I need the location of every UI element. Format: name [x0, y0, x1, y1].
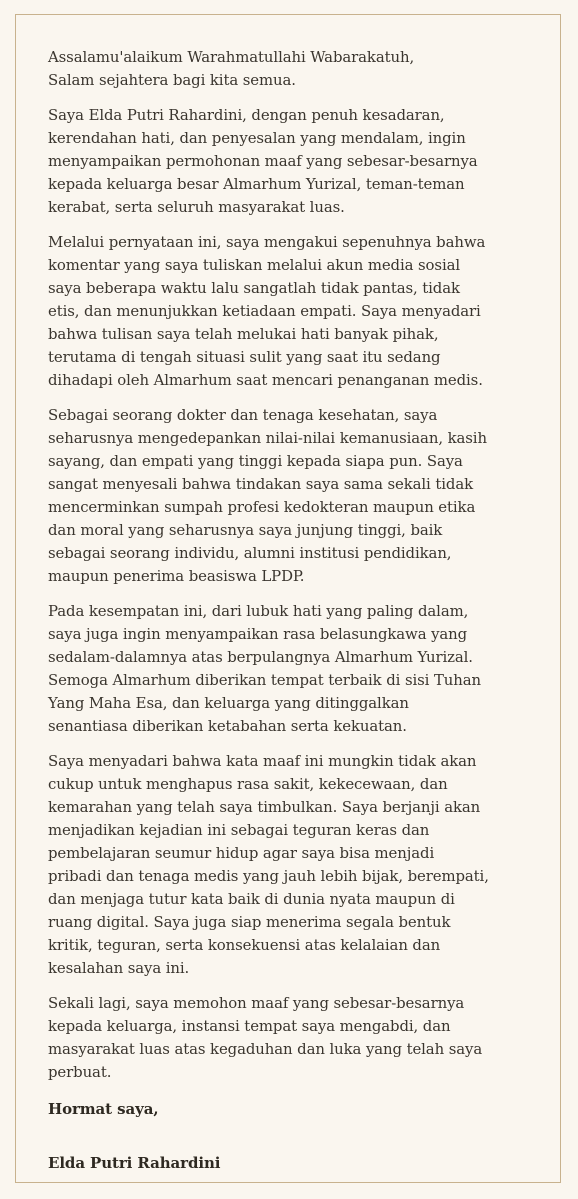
text-line: pembelajaran seumur hidup agar saya bisa menjadi: [48, 844, 435, 862]
text-line: kepada keluarga besar Almarhum Yurizal, teman-teman: [48, 175, 465, 193]
text-line: Sebagai seorang dokter dan tenaga kesehatan, saya: [48, 406, 438, 424]
text-line: Saya Elda Putri Rahardini, dengan penuh kesadaran,: [48, 106, 445, 124]
text-line: cukup untuk menghapus rasa sakit, kekecewaan, dan: [48, 775, 448, 793]
text-line: kesalahan saya ini.: [48, 959, 190, 977]
text-line: kerendahan hati, dan penyesalan yang mendalam, ingin: [48, 129, 466, 147]
text-line: Saya menyadari bahwa kata maaf ini mungkin tidak akan: [48, 752, 477, 770]
text-line: kerabat, serta seluruh masyarakat luas.: [48, 198, 345, 216]
text-line: Melalui pernyataan ini, saya mengakui sepenuhnya bahwa: [48, 233, 486, 251]
text-line: etis, dan menunjukkan ketiadaan empati. Saya menyadari: [48, 302, 481, 320]
text-line: kepada keluarga, instansi tempat saya mengabdi, dan: [48, 1017, 451, 1035]
signer-name: Elda Putri Rahardini: [48, 1154, 221, 1172]
text-line: kemarahan yang telah saya timbulkan. Saya berjanji akan: [48, 798, 481, 816]
letter-body: [48, 46, 548, 1175]
text-line: perbuat.: [48, 1063, 112, 1081]
text-line: sayang, dan empati yang tinggi kepada siapa pun. Saya: [48, 452, 463, 470]
text-line: saya beberapa waktu lalu sangatlah tidak pantas, tidak: [48, 279, 460, 297]
text-line: ruang digital. Saya juga siap menerima segala bentuk: [48, 913, 451, 931]
text-line: maupun penerima beasiswa LPDP.: [48, 567, 305, 585]
text-line: sebagai seorang individu, alumni institusi pendidikan,: [48, 544, 452, 562]
text-line: senantiasa diberikan ketabahan serta kekuatan.: [48, 717, 407, 735]
text-line: seharusnya mengedepankan nilai-nilai kemanusiaan, kasih: [48, 429, 487, 447]
text-line: bahwa tulisan saya telah melukai hati banyak pihak,: [48, 325, 439, 343]
text-line: Yang Maha Esa, dan keluarga yang ditinggalkan: [48, 694, 409, 712]
text-line: komentar yang saya tuliskan melalui akun media sosial: [48, 256, 461, 274]
greeting-line: Salam sejahtera bagi kita semua.: [48, 71, 296, 89]
paragraph-3: [48, 404, 548, 588]
paragraph-5: [48, 750, 548, 980]
paragraph-1: [48, 104, 548, 219]
text-line: Semoga Almarhum diberikan tempat terbaik di sisi Tuhan: [48, 671, 482, 689]
greeting-line: Assalamu'alaikum Warahmatullahi Wabarakatuh,: [48, 48, 415, 66]
text-line: menyampaikan permohonan maaf yang sebesar-besarnya: [48, 152, 478, 170]
text-line: saya juga ingin menyampaikan rasa belasungkawa yang: [48, 625, 468, 643]
text-line: Pada kesempatan ini, dari lubuk hati yang paling dalam,: [48, 602, 469, 620]
greeting: [48, 46, 548, 92]
text-line: dan menjaga tutur kata baik di dunia nyata maupun di: [48, 890, 455, 908]
text-line: dan moral yang seharusnya saya junjung tinggi, baik: [48, 521, 443, 539]
text-line: Sekali lagi, saya memohon maaf yang sebesar-besarnya: [48, 994, 465, 1012]
text-line: terutama di tengah situasi sulit yang saat itu sedang: [48, 348, 441, 366]
text-line: sedalam-dalamnya atas berpulangnya Almarhum Yurizal.: [48, 648, 473, 666]
text-line: pribadi dan tenaga medis yang jauh lebih bijak, berempati,: [48, 867, 489, 885]
paragraph-4: [48, 600, 548, 738]
text-line: dihadapi oleh Almarhum saat mencari penanganan medis.: [48, 371, 483, 389]
text-line: mencerminkan sumpah profesi kedokteran maupun etika: [48, 498, 476, 516]
paragraph-6: [48, 992, 548, 1084]
text-line: kritik, teguran, serta konsekuensi atas kelalaian dan: [48, 936, 441, 954]
text-line: masyarakat luas atas kegaduhan dan luka yang telah saya: [48, 1040, 483, 1058]
closing-salutation: Hormat saya,: [48, 1100, 159, 1118]
text-line: menjadikan kejadian ini sebagai teguran keras dan: [48, 821, 430, 839]
text-line: sangat menyesali bahwa tindakan saya sama sekali tidak: [48, 475, 474, 493]
paragraph-2: [48, 231, 548, 392]
